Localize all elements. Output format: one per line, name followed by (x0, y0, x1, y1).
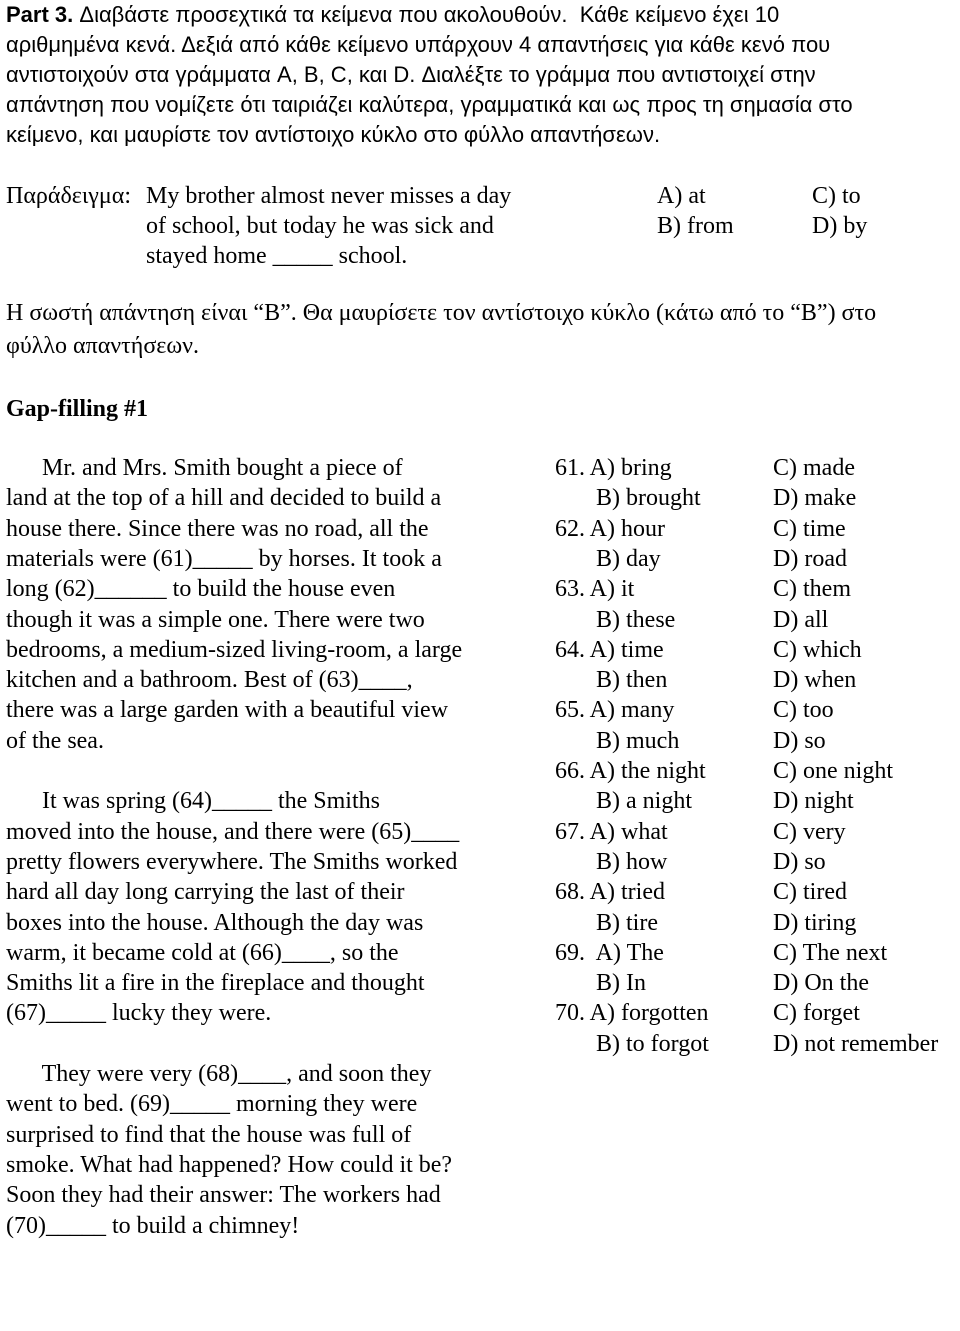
part-label: Part 3. (6, 2, 74, 27)
passage-line: (70)_____ to build a chimney! (6, 1213, 300, 1239)
passage-line: smoke. What had happened? How could it be? (6, 1152, 453, 1178)
passage-line: Mr. and Mrs. Smith bought a piece of (6, 455, 403, 481)
question-option-c: C) them (773, 576, 851, 602)
question-option-a: 67. A) what (555, 819, 668, 845)
question-option-c: C) tired (773, 879, 847, 905)
passage-line: warm, it became cold at (66)____, so the (6, 940, 399, 966)
passage-line: land at the top of a hill and decided to build a (6, 485, 442, 511)
question-option-b: B) how (596, 849, 668, 875)
example-option-c: C) to (812, 183, 861, 209)
instruction-line: Διαβάστε προσεχτικά τα κείμενα που ακολουθούν. Κάθε κείμενο έχει 10 (73, 2, 780, 27)
question-option-a: 62. A) hour (555, 516, 665, 542)
question-option-a: 70. A) forgotten (555, 1000, 709, 1026)
question-option-d: D) night (773, 788, 854, 814)
instruction-line: αριθμημένα κενά. Δεξιά από κάθε κείμενο υπάρχουν 4 απαντήσεις για κάθε κενό που (6, 32, 831, 57)
passage-line: kitchen and a bathroom. Best of (63)____, (6, 667, 413, 693)
question-option-d: D) On the (773, 970, 869, 996)
question-option-d: D) when (773, 667, 857, 693)
question-option-c: C) very (773, 819, 846, 845)
question-option-b: B) tire (596, 910, 658, 936)
question-option-c: C) which (773, 637, 862, 663)
instruction-line: απάντηση που νομίζετε ότι ταιριάζει καλύτερα, γραμματικά και ως προς τη σημασία στο (6, 92, 853, 117)
question-option-b: B) these (596, 607, 676, 633)
passage-line: It was spring (64)_____ the Smiths (6, 788, 380, 814)
question-option-d: D) make (773, 485, 857, 511)
passage-line: Soon they had their answer: The workers had (6, 1182, 441, 1208)
passage-line: moved into the house, and there were (65)____ (6, 819, 460, 845)
example-answer-line: φύλλο απαντήσεων. (6, 333, 199, 359)
passage-line: Smiths lit a fire in the fireplace and thought (6, 970, 425, 996)
passage-line: pretty flowers everywhere. The Smiths worked (6, 849, 458, 875)
example-label: Παράδειγμα: (6, 183, 132, 209)
passage-line: They were very (68)____, and soon they (6, 1061, 432, 1087)
question-option-c: C) one night (773, 758, 893, 784)
passage-line: materials were (61)_____ by horses. It took a (6, 546, 442, 572)
example-line: of school, but today he was sick and (146, 213, 494, 239)
question-option-a: 64. A) time (555, 637, 664, 663)
passage-line: (67)_____ lucky they were. (6, 1000, 272, 1026)
passage-line: went to bed. (69)_____ morning they were (6, 1091, 418, 1117)
question-option-b: B) In (596, 970, 646, 996)
passage-line: surprised to find that the house was full of (6, 1122, 412, 1148)
question-option-d: D) road (773, 546, 847, 572)
question-option-b: B) brought (596, 485, 701, 511)
question-option-a: 68. A) tried (555, 879, 665, 905)
question-option-c: C) The next (773, 940, 888, 966)
question-option-d: D) all (773, 607, 829, 633)
example-option-d: D) by (812, 213, 868, 239)
question-option-b: B) day (596, 546, 661, 572)
question-option-a: 69. A) The (555, 940, 664, 966)
question-option-c: C) too (773, 697, 834, 723)
instruction-line: κείμενο, και μαυρίστε τον αντίστοιχο κύκλο στο φύλλο απαντήσεων. (6, 122, 661, 147)
question-option-b: B) then (596, 667, 668, 693)
question-option-b: B) to forgot (596, 1031, 709, 1057)
question-option-a: 61. A) bring (555, 455, 672, 481)
example-option-a: A) at (657, 183, 706, 209)
question-option-c: C) made (773, 455, 855, 481)
question-option-d: D) not remember (773, 1031, 939, 1057)
example-line: My brother almost never misses a day (146, 183, 512, 209)
question-option-b: B) much (596, 728, 680, 754)
passage-line: long (62)______ to build the house even (6, 576, 396, 602)
section-title: Gap-filling #1 (6, 396, 149, 422)
question-option-a: 63. A) it (555, 576, 635, 602)
question-option-c: C) forget (773, 1000, 860, 1026)
passage-line: house there. Since there was no road, all the (6, 516, 429, 542)
question-option-b: B) a night (596, 788, 692, 814)
passage-line: there was a large garden with a beautiful view (6, 697, 449, 723)
passage-line: though it was a simple one. There were two (6, 607, 425, 633)
question-option-a: 65. A) many (555, 697, 675, 723)
question-option-a: 66. A) the night (555, 758, 706, 784)
passage-line: boxes into the house. Although the day was (6, 910, 424, 936)
example-line: stayed home _____ school. (146, 243, 408, 269)
example-option-b: B) from (657, 213, 734, 239)
question-option-c: C) time (773, 516, 846, 542)
example-answer-line: Η σωστή απάντηση είναι “B”. Θα μαυρίσετε τον αντίστοιχο κύκλο (κάτω από το “B”) στο (6, 300, 877, 326)
passage-line: hard all day long carrying the last of their (6, 879, 405, 905)
question-option-d: D) tiring (773, 910, 857, 936)
question-option-d: D) so (773, 728, 826, 754)
passage-line: bedrooms, a medium-sized living-room, a large (6, 637, 463, 663)
question-option-d: D) so (773, 849, 826, 875)
passage-line: of the sea. (6, 728, 104, 754)
instruction-line: αντιστοιχούν στα γράμματα A, B, C, και D. Διαλέξτε το γράμμα που αντιστοιχεί στην (6, 62, 816, 87)
